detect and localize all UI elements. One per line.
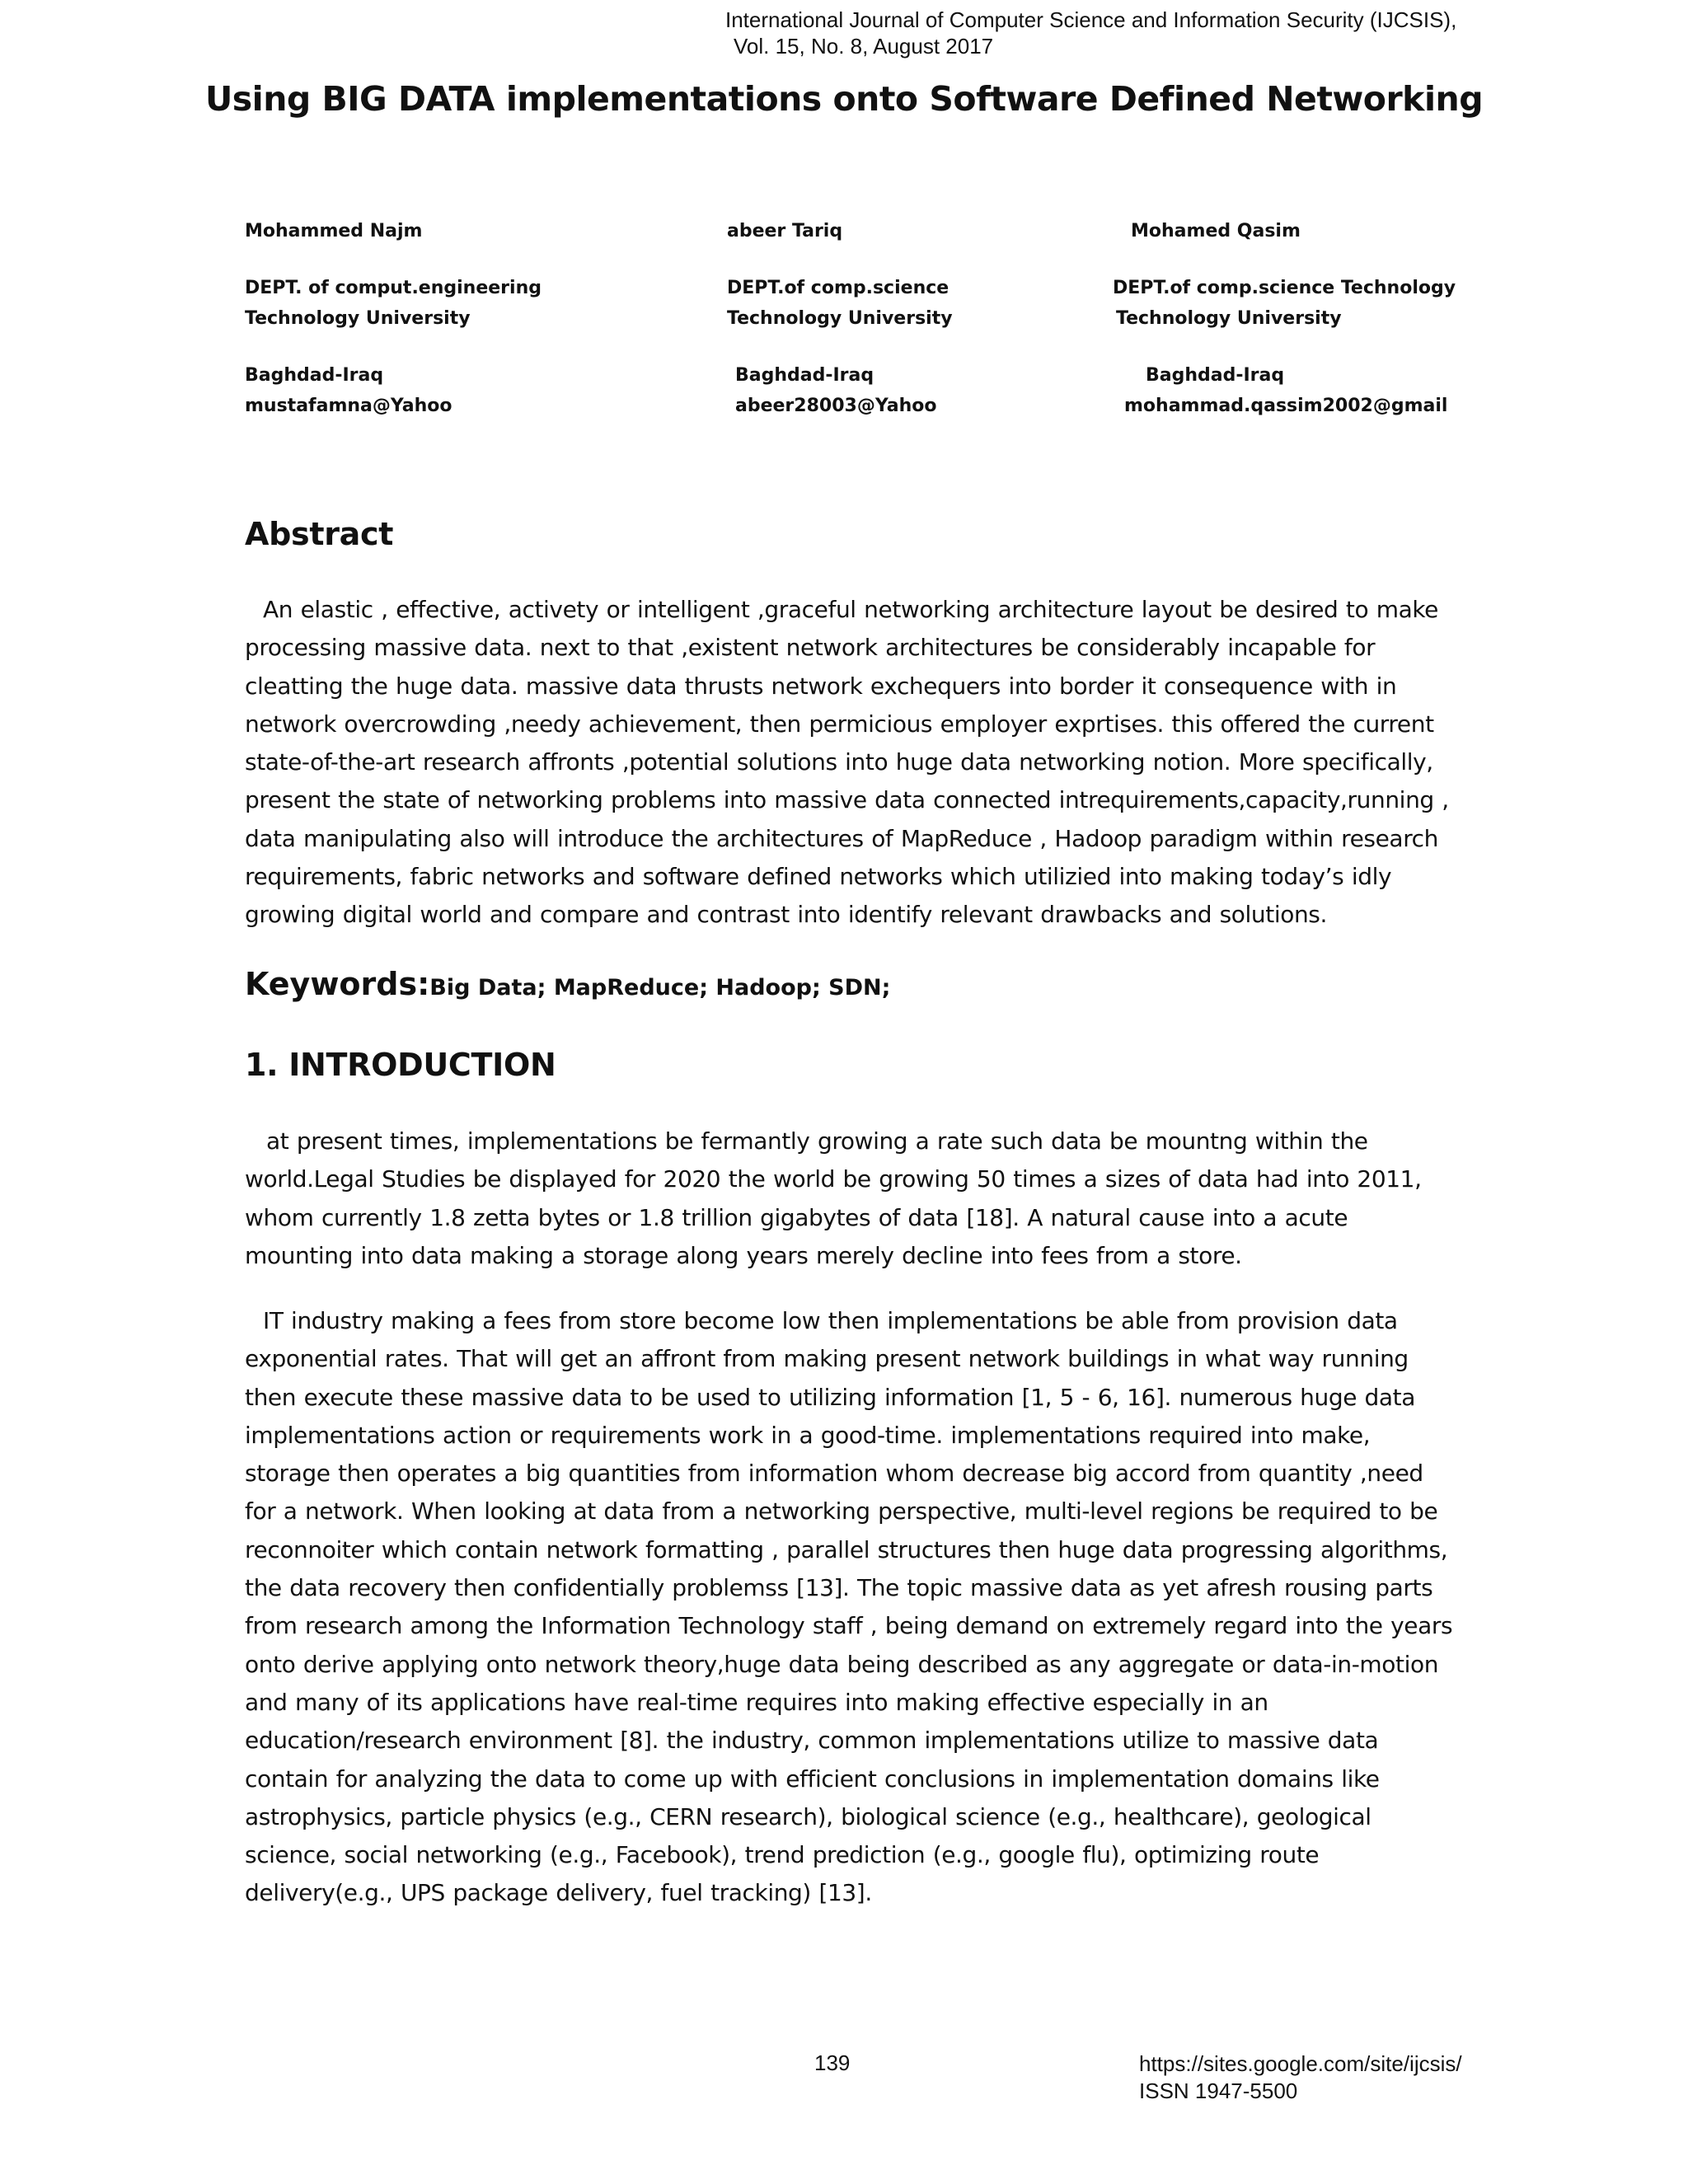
author-block [0, 216, 1688, 430]
author-email: abeer28003@Yahoo [735, 396, 937, 416]
author-3 [1113, 216, 1456, 421]
author-dept: DEPT. of comput.engineering [245, 278, 542, 298]
abstract-text: An elastic , effective, activety or intelligent ,graceful networking architecture layout be desired to make processing massive data. next to that ,existent network architectures be considerably incapable for cleatting the huge data. massive data thrusts network exchequers into border it consequence with in network overcrowding ,needy achievement, then permicious employer exprtises. this offered the current state-of-the-art research affronts ,potential solutions into huge data networking notion. More specifically, present the state of networking problems into massive data connected intrequirements,capacity,running , data manipulating also will introduce the architectures of MapReduce , Hadoop paradigm within research requirements, fabric networks and software defined networks which utilizied into making today’s idly growing digital world and compare and contrast into identify relevant drawbacks and solutions. [245, 596, 1449, 929]
journal-header [725, 7, 1456, 59]
journal-name: International Journal of Computer Science and Information Security (IJCSIS), [725, 7, 1457, 32]
introduction-paragraph-2 [245, 1302, 1461, 1913]
journal-volume: Vol. 15, No. 8, August 2017 [734, 34, 994, 59]
author-dept: DEPT.of comp.science Technology [1113, 278, 1456, 298]
author-email: mohammad.qassim2002@gmail [1124, 396, 1448, 416]
author-univ: Technology University [727, 308, 953, 329]
author-name: Mohammed Najm [245, 221, 423, 241]
author-univ: Technology University [245, 308, 471, 329]
author-email: mustafamna@Yahoo [245, 396, 452, 416]
intro-p1: at present times, implementations be fermantly growing a rate such data be mountng within the world.Legal Studies be displayed for 2020 the world be growing 50 times a sizes of data had into 2011, whom currently 1.8 zetta bytes or 1.8 trillion gigabytes of data [18]. A natural cause into a acute mounting into data making a storage along years merely decline into fees from a store. [245, 1127, 1422, 1269]
footer-issn: ISSN 1947-5500 [1139, 2079, 1298, 2103]
author-1 [245, 216, 542, 421]
author-univ: Technology University [1116, 308, 1342, 329]
paper-title: Using BIG DATA implementations onto Software Defined Networking [204, 79, 1484, 119]
abstract-body [245, 591, 1461, 935]
abstract-section [245, 516, 1461, 552]
introduction-paragraph-1 [245, 1122, 1461, 1275]
author-dept: DEPT.of comp.science [727, 278, 950, 298]
introduction-heading: 1. INTRODUCTION [245, 1047, 556, 1083]
intro-p2: IT industry making a fees from store become low then implementations be able from provision data exponential rates. That will get an affront from making present network buildings in what way running then execute these massive data to be used to utilizing information [1, 5 - 6, 16]. numerous huge data implementations action or requirements work in a good-time. implementations required into make, storage then operates a big quantities from information whom decrease big accord from quantity ,need for a network. When looking at data from a networking perspective, multi-level regions be required to be reconnoiter which contain network formatting , parallel structures then huge data progressing algorithms, the data recovery then confidentially problemss [13]. The topic massive data as yet afresh rousing parts from research among the Information Technology staff , being demand on extremely regard into the years onto derive applying onto network theory,huge data being described as any aggregate or data-in-motion and many of its applications have real-time requires into making effective especially in an education/research environment [8]. the industry, common implementations utilize to massive data contain for analyzing the data to come up with efficient conclusions in implementation domains like astrophysics, particle physics (e.g., CERN research), biological science (e.g., healthcare), geological science, social networking (e.g., Facebook), trend prediction (e.g., google flu), optimizing route delivery(e.g., UPS package delivery, fuel tracking) [13]. [245, 1307, 1453, 1907]
introduction-section [245, 1047, 1461, 1083]
abstract-heading: Abstract [245, 516, 394, 552]
footer-url: https://sites.google.com/site/ijcsis/ [1139, 2051, 1462, 2076]
keywords-label: Keywords: [245, 966, 430, 1002]
author-name: abeer Tariq [727, 221, 843, 241]
author-city: Baghdad-Iraq [1146, 365, 1285, 386]
author-name: Mohamed Qasim [1131, 221, 1301, 241]
keywords-terms: Big Data; MapReduce; Hadoop; SDN; [429, 975, 891, 1001]
author-city: Baghdad-Iraq [735, 365, 874, 386]
keywords-line [245, 966, 1461, 1002]
page-number: 139 [814, 2050, 851, 2075]
author-2 [727, 216, 953, 421]
footer-info [1139, 2050, 1462, 2105]
author-city: Baghdad-Iraq [245, 365, 384, 386]
